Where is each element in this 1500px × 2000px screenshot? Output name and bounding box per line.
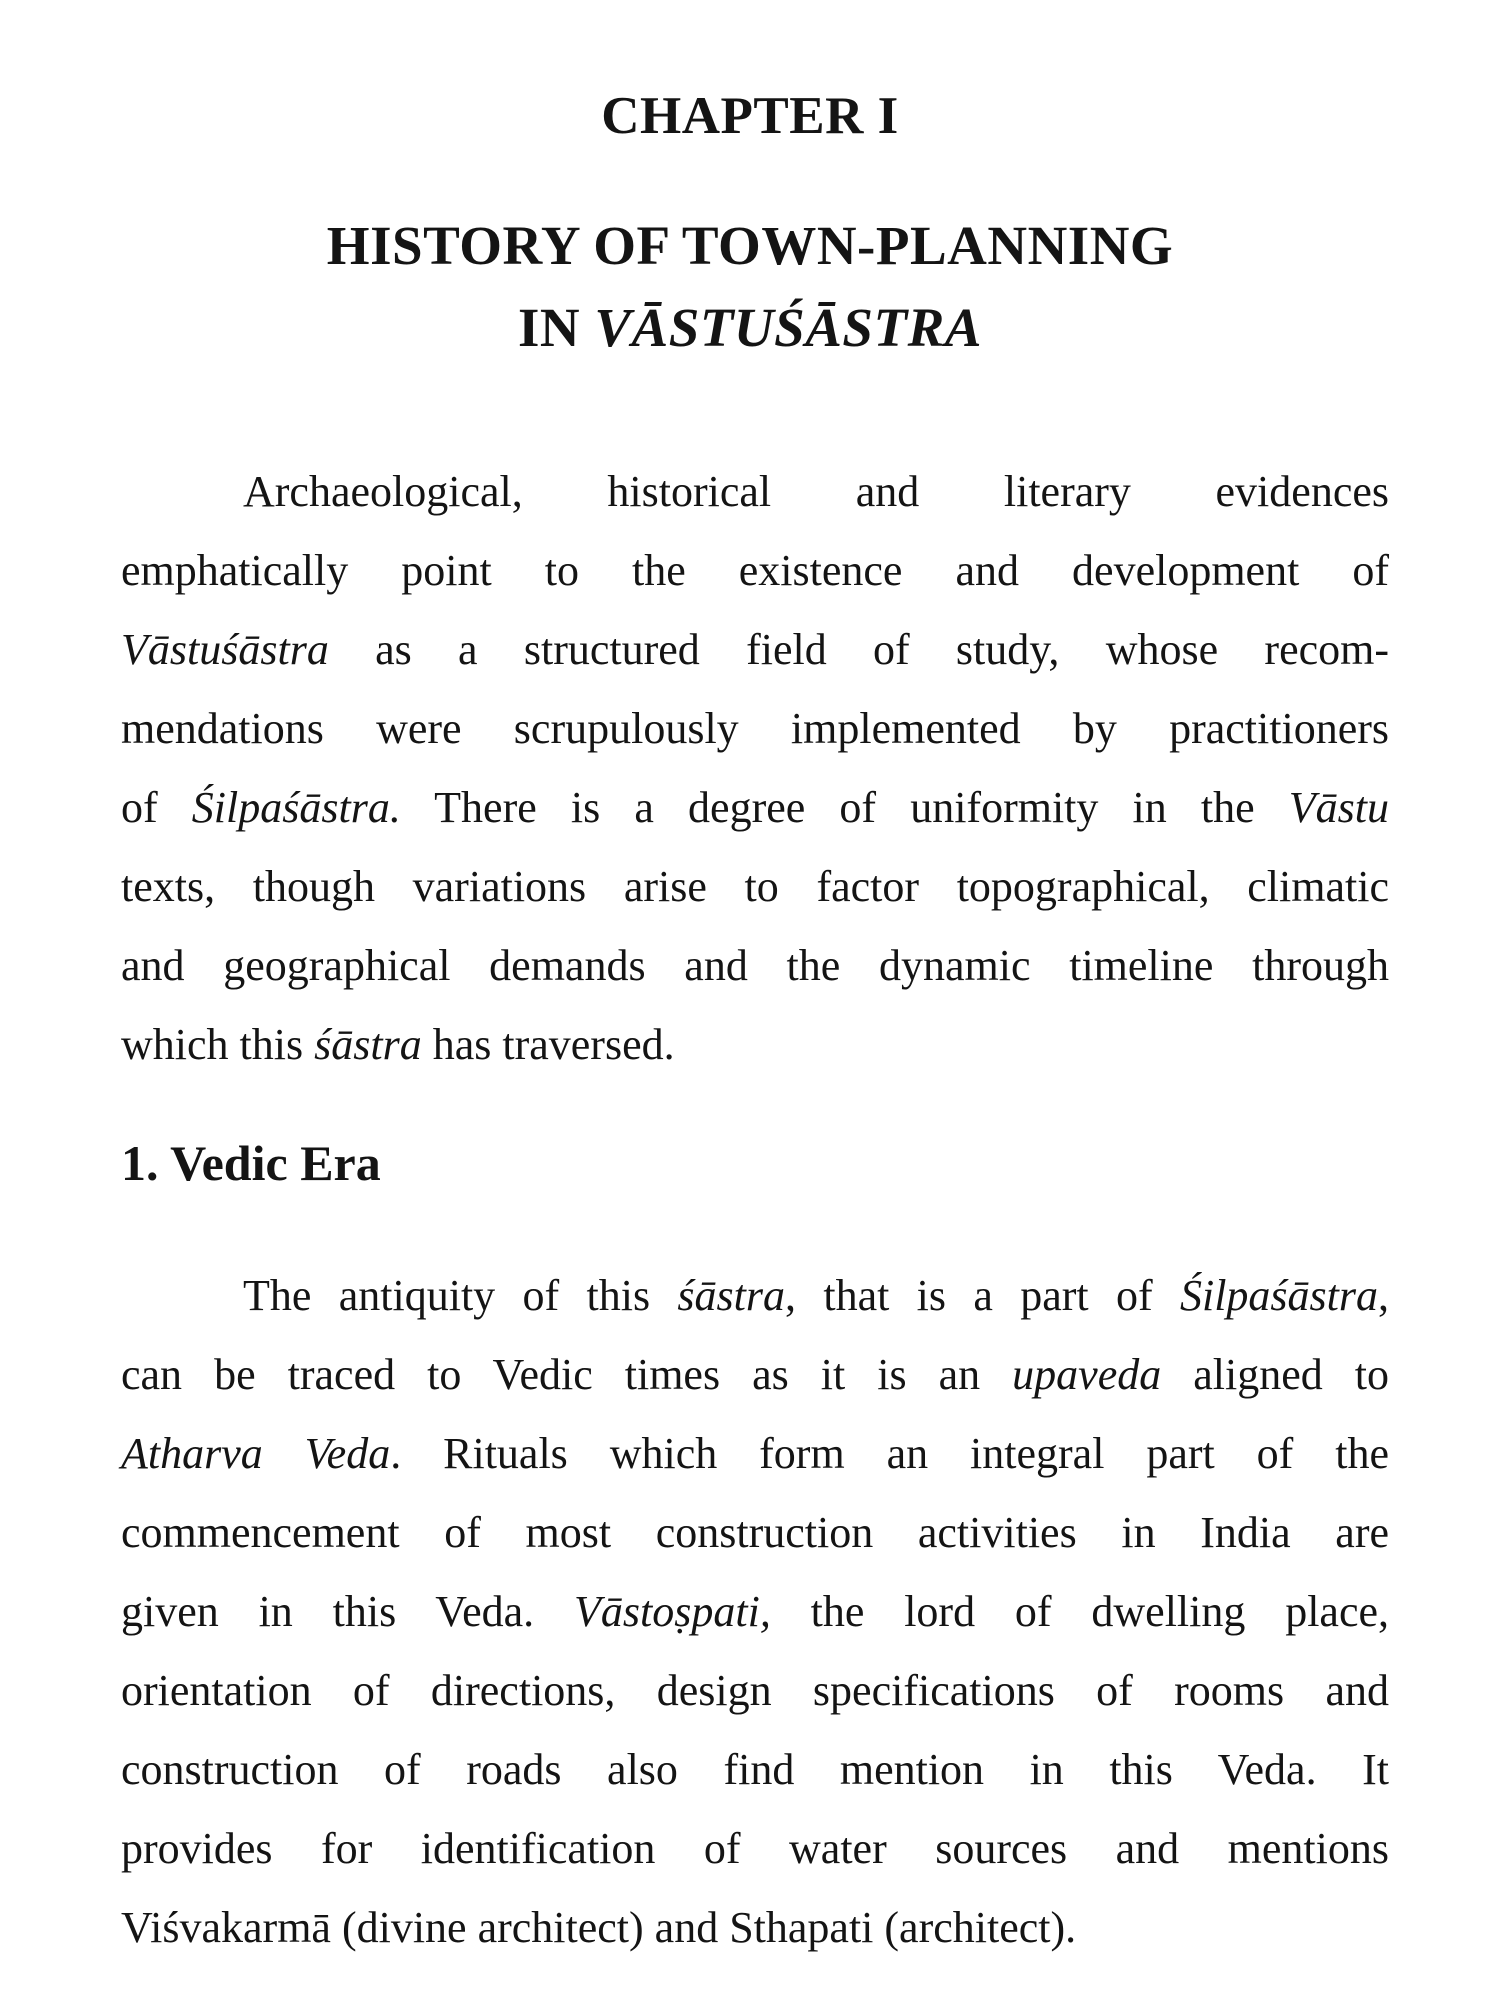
intro-line-5: of Śilpaśāstra. There is a degree of uniformity in the Vāstu — [121, 783, 1390, 832]
intro-line-2: emphatically point to the existence and development of — [121, 546, 1389, 595]
vedic-line-7: construction of roads also find mention in this Veda. It — [121, 1745, 1389, 1794]
term-silpasastra: Śilpaśāstra. — [191, 783, 401, 832]
chapter-label: CHAPTER I — [601, 87, 899, 145]
vedic-paragraph — [121, 1256, 1389, 1967]
chapter-title-italic: VĀSTUŚĀSTRA — [594, 297, 982, 358]
term-sastra: śāstra — [314, 1020, 422, 1069]
vedic-line-3: Atharva Veda. Rituals which form an integral part of the — [121, 1429, 1389, 1478]
term-upaveda: upaveda — [1012, 1350, 1162, 1399]
term-sastra: śāstra — [677, 1271, 786, 1320]
intro-line-3: Vāstuśāstra as a structured field of study, whose recom- — [121, 625, 1389, 674]
term-silpasastra: Śilpaśāstra — [1179, 1271, 1379, 1320]
vedic-line-4: commencement of most construction activities in India are — [121, 1508, 1389, 1557]
chapter-title-line-1: HISTORY OF TOWN-PLANNING — [326, 215, 1174, 276]
intro-line-7: and geographical demands and the dynamic timeline through — [121, 941, 1389, 990]
vedic-line-9: Viśvakarmā (divine architect) and Sthapati (architect). — [121, 1903, 1077, 1952]
term-atharva-veda: Atharva Veda — [121, 1429, 391, 1478]
vedic-line-5: given in this Veda. Vāstoṣpati, the lord of dwelling place, — [121, 1587, 1390, 1636]
vedic-line-1: The antiquity of this śāstra, that is a part of Śilpaśāstra, — [243, 1271, 1390, 1320]
vedic-line-6: orientation of directions, design specifications of rooms and — [121, 1666, 1389, 1715]
vedic-line-8: provides for identification of water sources and mentions — [121, 1824, 1389, 1873]
intro-paragraph — [121, 452, 1389, 1084]
intro-line-6: texts, though variations arise to factor topographical, climatic — [121, 862, 1389, 911]
vedic-line-2: can be traced to Vedic times as it is an upaveda aligned to — [121, 1350, 1390, 1399]
chapter-title-prefix: IN — [518, 297, 595, 358]
term-vastospati: Vāstoṣpati, — [574, 1587, 771, 1636]
term-vastu: Vāstu — [1288, 783, 1390, 832]
chapter-title-line-2 — [0, 287, 1500, 369]
chapter-title — [0, 205, 1500, 369]
section-heading-vedic-era: 1. Vedic Era — [121, 1135, 381, 1191]
term-vastusastra: Vāstuśāstra — [121, 625, 329, 674]
intro-line-1: Archaeological, historical and literary evidences — [243, 467, 1389, 516]
intro-line-8: which this śāstra has traversed. — [121, 1020, 675, 1069]
intro-line-4: mendations were scrupulously implemented by practitioners — [121, 704, 1389, 753]
